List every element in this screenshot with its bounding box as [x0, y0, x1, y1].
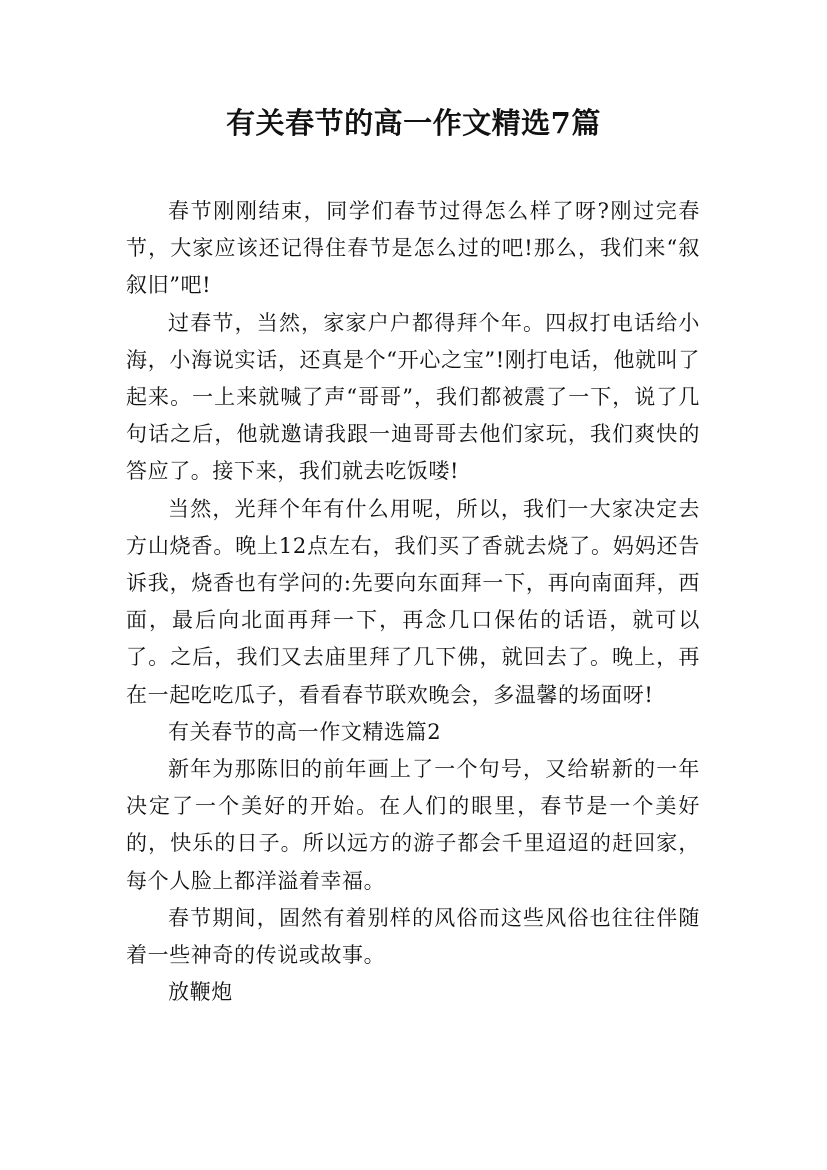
paragraph-1: 春节刚刚结束，同学们春节过得怎么样了呀?刚过完春节，大家应该还记得住春节是怎么过的吧!那么，我们来“叙叙旧”吧!	[126, 199, 700, 298]
document-body	[126, 193, 700, 1011]
paragraph-5: 春节期间，固然有着别样的风俗而这些风俗也往往伴随着一些神奇的传说或故事。	[126, 905, 700, 968]
document-title: 有关春节的高一作文精选7篇	[226, 106, 601, 140]
paragraph-3: 当然，光拜个年有什么用呢，所以，我们一大家决定去方山烧香。晚上12点左右，我们买了香就去烧了。妈妈还告诉我，烧香也有学问的:先要向东面拜一下，再向南面拜，西面，最后向北面再拜一下，再念几口保佑的话语，就可以了。之后，我们又去庙里拜了几下佛，就回去了。晚上，再在一起吃吃瓜子，看看春节联欢晚会，多温馨的场面呀!	[126, 496, 700, 707]
subheading-firecrackers: 放鞭炮	[168, 980, 233, 1005]
paragraph-4: 新年为那陈旧的前年画上了一个句号，又给崭新的一年决定了一个美好的开始。在人们的眼里，春节是一个美好的，快乐的日子。所以远方的游子都会千里迢迢的赶回家，每个人脸上都洋溢着幸福。	[126, 757, 700, 893]
paragraph-2: 过春节，当然，家家户户都得拜个年。四叔打电话给小海，小海说实话，还真是个“开心之宝”!刚打电话，他就叫了起来。一上来就喊了声“哥哥”，我们都被震了一下，说了几句话之后，他就邀请我跟一迪哥哥去他们家玩，我们爽快的答应了。接下来，我们就去吃饭喽!	[126, 310, 700, 484]
section-heading-2: 有关春节的高一作文精选篇2	[168, 719, 442, 744]
